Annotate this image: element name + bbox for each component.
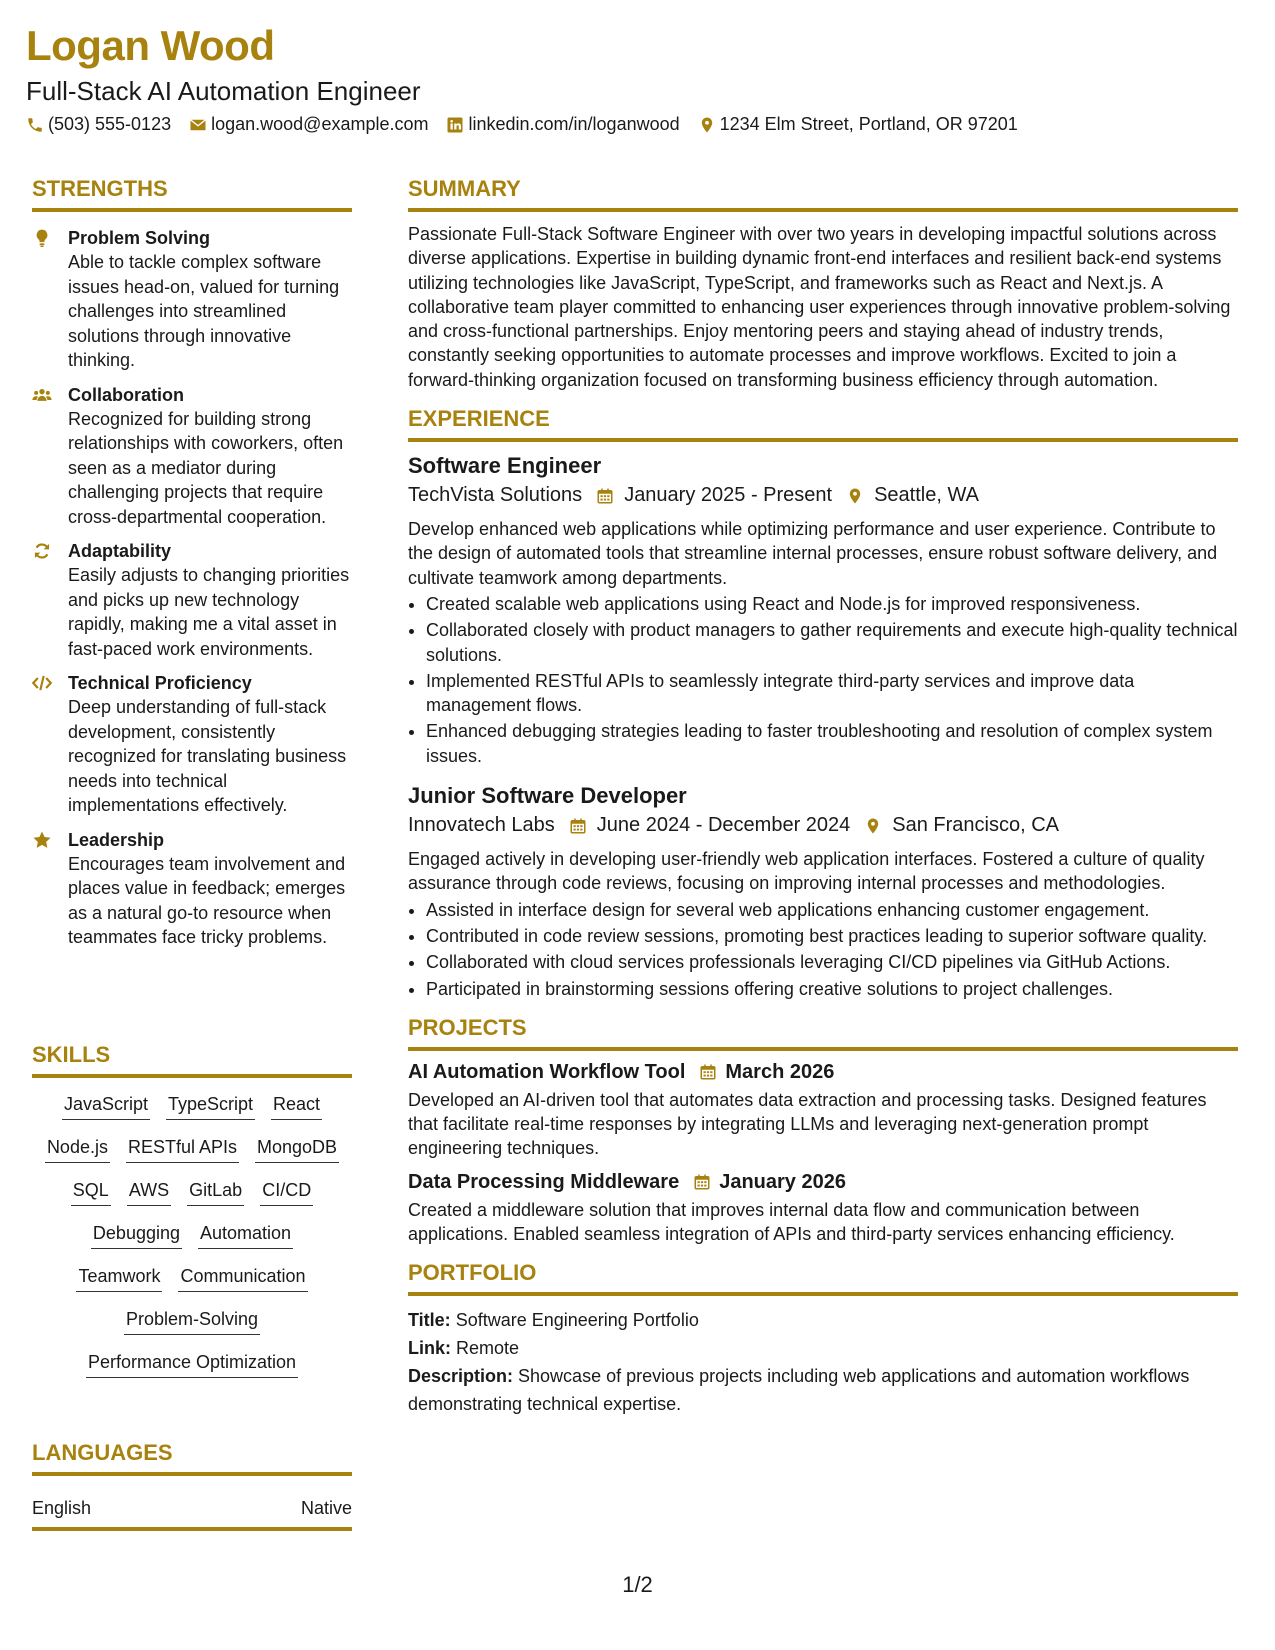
languages-heading: LANGUAGES: [32, 1440, 352, 1476]
bullet-item: • Implemented RESTful APIs to seamlessly integrate third-party services and improve data management flows.: [426, 669, 1238, 718]
strength-item: [32, 828, 352, 950]
project-title: AI Automation Workflow Tool: [408, 1060, 686, 1083]
left-column: [32, 176, 352, 960]
job-dates: January 2025 - Present: [624, 484, 833, 507]
bullet-item: • Created scalable web applications using React and Node.js for improved responsiveness.: [426, 592, 1238, 616]
project-desc: Created a middleware solution that improves internal data flow and communication between applications. Enabled seamless integration of APIs and third-party services enhancing efficiency.: [408, 1199, 1175, 1245]
calendar-icon: [699, 1063, 717, 1081]
skills-section: [32, 1042, 352, 1393]
portfolio-desc-label: Description:: [408, 1366, 514, 1387]
job-location: Seattle, WA: [874, 484, 979, 507]
skill-tag: React: [271, 1092, 322, 1120]
job-bullets: [408, 592, 1238, 768]
job-title: Software Engineer: [408, 453, 602, 479]
skill-tag: MongoDB: [255, 1135, 339, 1163]
summary-heading: SUMMARY: [408, 176, 1238, 212]
address-text: 1234 Elm Street, Portland, OR 97201: [719, 114, 1018, 134]
project-entry: [408, 1061, 1238, 1161]
users-icon: [32, 385, 52, 405]
strength-title: Technical Proficiency: [68, 673, 252, 693]
job-entry: [408, 452, 1238, 768]
phone-icon: [26, 116, 44, 134]
map-pin-icon: [864, 817, 882, 835]
skill-tag: GitLab: [187, 1178, 244, 1206]
language-row: [32, 1486, 352, 1531]
candidate-headline: Full-Stack AI Automation Engineer: [26, 76, 421, 106]
project-entry: [408, 1171, 1238, 1247]
skill-tag: SQL: [71, 1178, 111, 1206]
strength-item: [32, 383, 352, 530]
contact-bar: [26, 114, 1018, 135]
skill-tag: AWS: [127, 1178, 171, 1206]
portfolio-desc: Showcase of previous projects including web applications and automation workflows demonstrating technical expertise.: [408, 1366, 1190, 1415]
lightbulb-icon: [32, 228, 52, 248]
skill-tag: Problem-Solving: [124, 1307, 260, 1335]
portfolio-title-line: [408, 1306, 1238, 1334]
strength-title: Adaptability: [68, 541, 172, 561]
strength-item: [32, 539, 352, 661]
portfolio-link[interactable]: Remote: [456, 1338, 520, 1359]
strengths-heading: STRENGTHS: [32, 176, 352, 212]
map-pin-icon: [698, 116, 716, 134]
skill-tag: RESTful APIs: [126, 1135, 239, 1163]
job-description: Engaged actively in developing user-friendly web application interfaces. Fostered a culture of quality assurance through code reviews, focusing on improving internal processes and methodologies.: [408, 849, 1205, 894]
contact-phone[interactable]: [26, 114, 171, 135]
strength-desc: Able to tackle complex software issues head-on, valued for turning challenges into streamlined solutions through innovative thinking.: [68, 252, 340, 370]
bullet-item: • Collaborated with cloud services professionals leveraging CI/CD pipelines via GitHub Actions.: [426, 950, 1238, 974]
contact-address: [698, 114, 1018, 135]
calendar-icon: [693, 1173, 711, 1191]
job-meta: [408, 484, 1238, 507]
bullet-item: • Collaborated closely with product managers to gather requirements and execute high-quality technical solutions.: [426, 618, 1238, 667]
portfolio-title: Software Engineering Portfolio: [455, 1310, 699, 1331]
skill-tag: CI/CD: [260, 1178, 313, 1206]
skill-tag: TypeScript: [166, 1092, 255, 1120]
portfolio-link-line: [408, 1334, 1238, 1362]
map-pin-icon: [846, 487, 864, 505]
envelope-icon: [189, 116, 207, 134]
strength-desc: Easily adjusts to changing priorities and picks up new technology rapidly, making me a vital asset in fast-paced work environments.: [68, 565, 350, 659]
strength-desc: Deep understanding of full-stack development, consistently recognized for translating business needs into technical implementations effectively.: [68, 697, 347, 815]
languages-section: [32, 1440, 352, 1531]
job-dates: June 2024 - December 2024: [596, 814, 851, 837]
email-text: logan.wood@example.com: [211, 114, 429, 134]
language-level: Native: [300, 1498, 352, 1518]
portfolio-desc-line: [408, 1362, 1238, 1418]
phone-text: (503) 555-0123: [48, 114, 172, 134]
project-date: January 2026: [719, 1170, 846, 1193]
strength-desc: Recognized for building strong relationships with coworkers, often seen as a mediator during challenging projects that require cross-departmental cooperation.: [68, 408, 344, 527]
skills-heading: SKILLS: [32, 1042, 352, 1078]
sync-icon: [32, 541, 52, 561]
bullet-item: • Assisted in interface design for several web applications enhancing customer engagement.: [426, 898, 1238, 922]
linkedin-icon: [446, 116, 464, 134]
project-date: March 2026: [725, 1060, 835, 1083]
job-location: San Francisco, CA: [892, 814, 1060, 837]
job-title: Junior Software Developer: [408, 783, 687, 809]
skill-tag: Performance Optimization: [86, 1350, 298, 1378]
job-entry: [408, 782, 1238, 1001]
skill-tag: Communication: [178, 1264, 307, 1292]
job-meta: [408, 814, 1238, 837]
experience-heading: EXPERIENCE: [408, 406, 1238, 442]
code-icon: [32, 673, 52, 693]
summary-text: Passionate Full-Stack Software Engineer with over two years in developing impactful solutions across diverse applications. Expertise in building dynamic front-end interfaces and resilient back-end systems utilizing technologies like JavaScript, TypeScript, and frameworks such as React and Next.js. A collaborative team player committed to enhancing user experiences through innovative problem-solving and cross-functional partnerships. Enjoy mentoring peers and staying ahead of industry trends, constantly seeking opportunities to automate processes and improve workflows. Excited to join a forward-thinking organization focused on transforming business efficiency through automation.: [408, 224, 1231, 390]
skill-tag: Debugging: [91, 1221, 182, 1249]
right-column: [408, 176, 1238, 1418]
bullet-item: • Enhanced debugging strategies leading to faster troubleshooting and resolution of complex system issues.: [426, 719, 1238, 768]
page-indicator: 1/2: [622, 1572, 653, 1597]
project-title: Data Processing Middleware: [408, 1170, 680, 1193]
strength-title: Leadership: [68, 829, 165, 850]
project-desc: Developed an AI-driven tool that automates data extraction and processing tasks. Designed features that facilitate real-time responses by integrating LLMs and leveraging next-generation prompt engineering techniques.: [408, 1089, 1207, 1159]
strength-title: Problem Solving: [68, 228, 211, 248]
job-bullets: [408, 898, 1238, 1001]
portfolio-heading: PORTFOLIO: [408, 1260, 1238, 1296]
skill-tag: Node.js: [45, 1135, 110, 1163]
calendar-icon: [596, 487, 614, 505]
skill-tag: Teamwork: [76, 1264, 162, 1292]
strength-item: [32, 671, 352, 818]
contact-email[interactable]: [189, 114, 428, 135]
portfolio-link-label: Link:: [408, 1338, 451, 1359]
candidate-name: Logan Wood: [26, 22, 275, 69]
job-company: Innovatech Labs: [408, 814, 555, 837]
skill-tag: JavaScript: [62, 1092, 150, 1120]
language-name: English: [32, 1498, 92, 1518]
projects-heading: PROJECTS: [408, 1015, 1238, 1051]
strength-item: [32, 226, 352, 373]
skill-tag: Automation: [198, 1221, 293, 1249]
linkedin-text: linkedin.com/in/loganwood: [468, 114, 680, 134]
strength-desc: Encourages team involvement and places value in feedback; emerges as a natural go-to resource when teammates face tricky problems.: [68, 853, 346, 947]
job-description: Develop enhanced web applications while optimizing performance and user experience. Contribute to the design of automated tools that streamline internal processes, ensure robust software delivery, and cultivate teamwork among departments.: [408, 519, 1218, 588]
bullet-item: • Participated in brainstorming sessions offering creative solutions to project challenges.: [426, 977, 1238, 1001]
portfolio-title-label: Title:: [408, 1310, 451, 1331]
calendar-icon: [569, 817, 587, 835]
bullet-item: • Contributed in code review sessions, promoting best practices leading to superior software quality.: [426, 924, 1238, 948]
star-icon: [32, 830, 52, 850]
job-company: TechVista Solutions: [408, 484, 583, 507]
strength-title: Collaboration: [68, 384, 184, 405]
contact-linkedin[interactable]: [446, 114, 679, 135]
